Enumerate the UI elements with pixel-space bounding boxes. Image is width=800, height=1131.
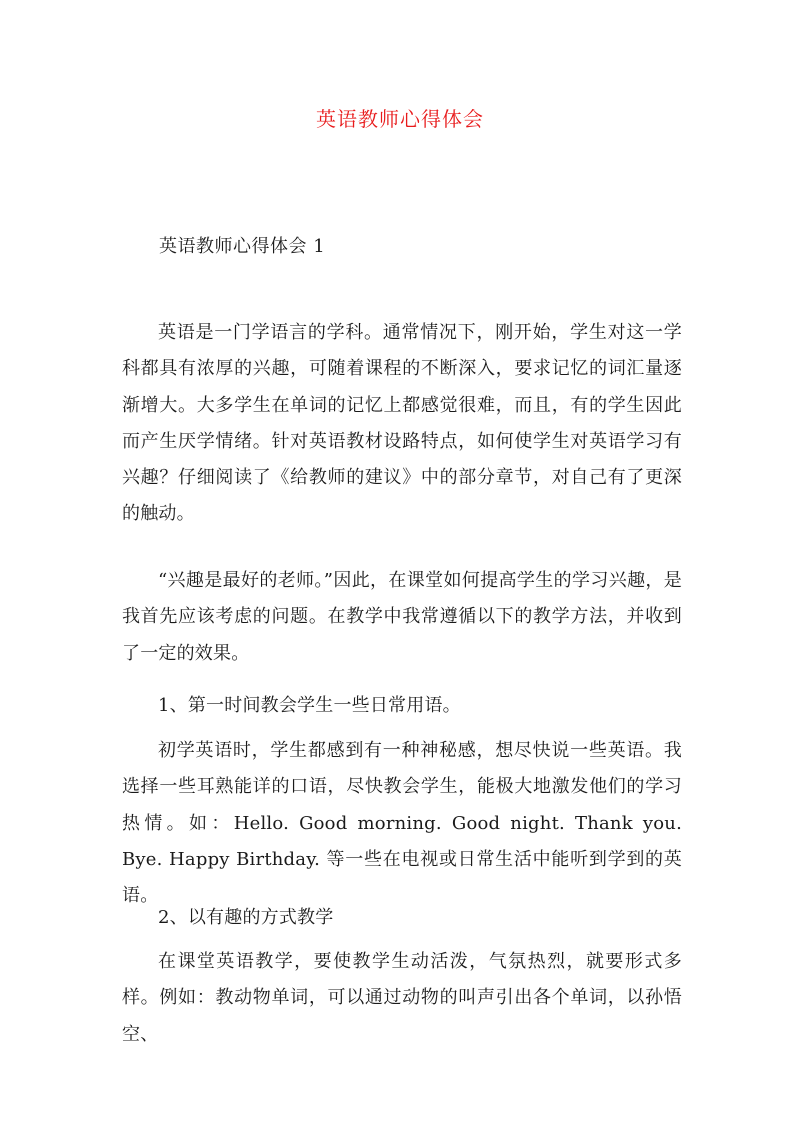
paragraph-3-container bbox=[122, 688, 682, 724]
paragraph-1-container bbox=[122, 315, 682, 533]
paragraph-6-container bbox=[122, 944, 682, 1053]
document-title: 英语教师心得体会 bbox=[316, 107, 484, 131]
paragraph-2-container bbox=[122, 563, 682, 672]
paragraph: 初学英语时，学生都感到有一种神秘感，想尽快说一些英语。我选择一些耳熟能详的口语，尽快教会学生，能极大地激发他们的学习热情。如：Hello. Good morning. Good night. Thank you. Bye. Happy Birthday. 等一些在电视或日常生活中能听到学到的英语。 bbox=[122, 740, 682, 907]
paragraph: “兴趣是最好的老师。”因此，在课堂如何提高学生的学习兴趣，是我首先应该考虑的问题。在教学中我常遵循以下的教学方法，并收到了一定的效果。 bbox=[122, 570, 682, 664]
paragraph-4-container bbox=[122, 733, 682, 914]
list-heading: 1、第一时间教会学生一些日常用语。 bbox=[158, 695, 461, 716]
section-heading: 英语教师心得体会 1 bbox=[159, 236, 326, 257]
paragraph: 英语是一门学语言的学科。通常情况下，刚开始，学生对这一学科都具有浓厚的兴趣，可随着课程的不断深入，要求记忆的词汇量逐渐增大。大多学生在单词的记忆上都感觉很难，而且，有的学生因此而产生厌学情绪。针对英语教材设路特点，如何使学生对英语学习有兴趣？仔细阅读了《给教师的建议》中的部分章节，对自己有了更深的触动。 bbox=[122, 322, 682, 525]
paragraph-5-container bbox=[122, 900, 682, 936]
list-heading: 2、以有趣的方式教学 bbox=[158, 907, 334, 928]
paragraph: 在课堂英语教学，要使教学生动活泼，气氛热烈，就要形式多样。例如：教动物单词，可以通过动物的叫声引出各个单词，以孙悟空、 bbox=[122, 951, 682, 1045]
